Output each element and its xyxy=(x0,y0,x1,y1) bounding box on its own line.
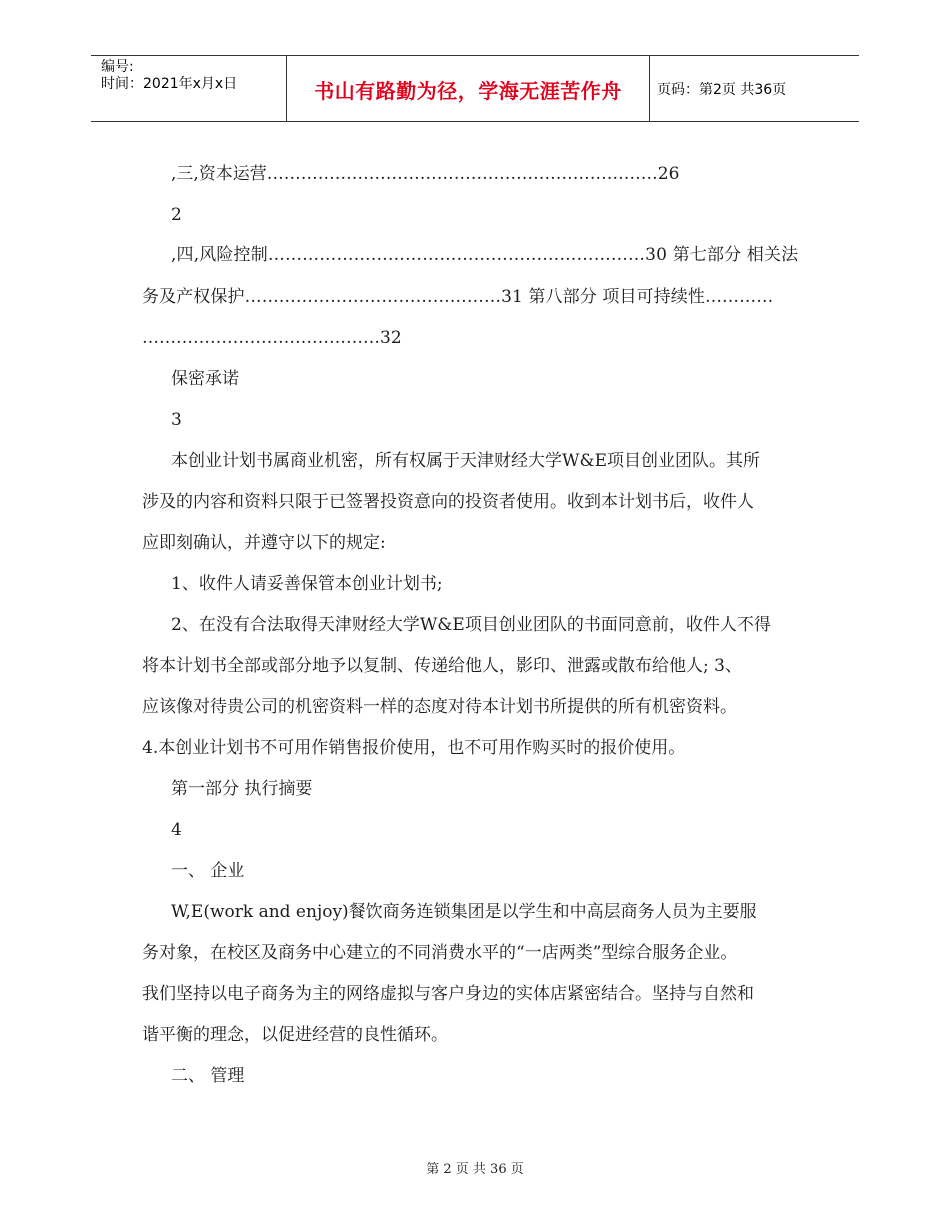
paragraph-line: 本创业计划书属商业机密，所有权属于天津财经大学W&E项目创业团队。其所 xyxy=(171,451,761,471)
paragraph-line: 谐平衡的理念，以促进经营的良性循环。 xyxy=(142,1025,448,1045)
paragraph-line: 涉及的内容和资料只限于已签署投资意向的投资者使用。收到本计划书后，收件人 xyxy=(142,492,754,512)
paragraph-line: 1、收件人请妥善保管本创业计划书; xyxy=(171,574,443,594)
document-header xyxy=(91,55,859,122)
paragraph-line: 应即刻确认，并遵守以下的规定: xyxy=(142,533,386,553)
page-number-marker: 4 xyxy=(171,820,182,840)
paragraph-line: 务对象，在校区及商务中心建立的不同消费水平的“一店两类”型综合服务企业。 xyxy=(142,943,738,963)
page-number-marker: 2 xyxy=(171,205,182,225)
header-divider xyxy=(649,56,650,121)
toc-entry-capital-operation: ,三,资本运营……………………………………………………………26 xyxy=(171,164,680,184)
subheading-management: 二、 管理 xyxy=(171,1066,245,1086)
section-heading-confidentiality: 保密承诺 xyxy=(171,369,239,389)
toc-entry-sustainability: ……………………………………32 xyxy=(142,328,402,348)
header-page-info: 页码：第2页 共36页 xyxy=(657,82,787,98)
paragraph-line: 应该像对待贵公司的机密资料一样的态度对待本计划书所提供的所有机密资料。 xyxy=(142,697,737,717)
document-number-label: 编号: xyxy=(101,59,134,75)
section-heading-executive-summary: 第一部分 执行摘要 xyxy=(171,779,313,799)
subheading-enterprise: 一、 企业 xyxy=(171,861,245,881)
page-footer: 第 2 页 共 36 页 xyxy=(426,1162,524,1177)
paragraph-line: 2、在没有合法取得天津财经大学W&E项目创业团队的书面同意前，收件人不得 xyxy=(171,615,771,635)
header-meta xyxy=(101,59,237,93)
paragraph-line: 我们坚持以电子商务为主的网络虚拟与客户身边的实体店紧密结合。坚持与自然和 xyxy=(142,984,754,1004)
paragraph-line: 4.本创业计划书不可用作销售报价使用，也不可用作购买时的报价使用。 xyxy=(142,738,686,758)
page-number-marker: 3 xyxy=(171,410,182,430)
header-motto: 书山有路勤为径，学海无涯苦作舟 xyxy=(314,78,622,103)
toc-entry-risk-control: ,四,风险控制…………………………………………………………30 第七部分 相关法 xyxy=(171,245,799,265)
toc-entry-legal-affairs: 务及产权保护………………………………………31 第八部分 项目可持续性………… xyxy=(142,287,774,307)
document-time-label: 时间：2021年x月x日 xyxy=(101,76,238,92)
paragraph-line: 将本计划书全部或部分地予以复制、传递给他人，影印、泄露或散布给他人; 3、 xyxy=(142,656,742,676)
paragraph-line: W,E(work and enjoy)餐饮商务连锁集团是以学生和中高层商务人员为主要服 xyxy=(171,902,757,922)
